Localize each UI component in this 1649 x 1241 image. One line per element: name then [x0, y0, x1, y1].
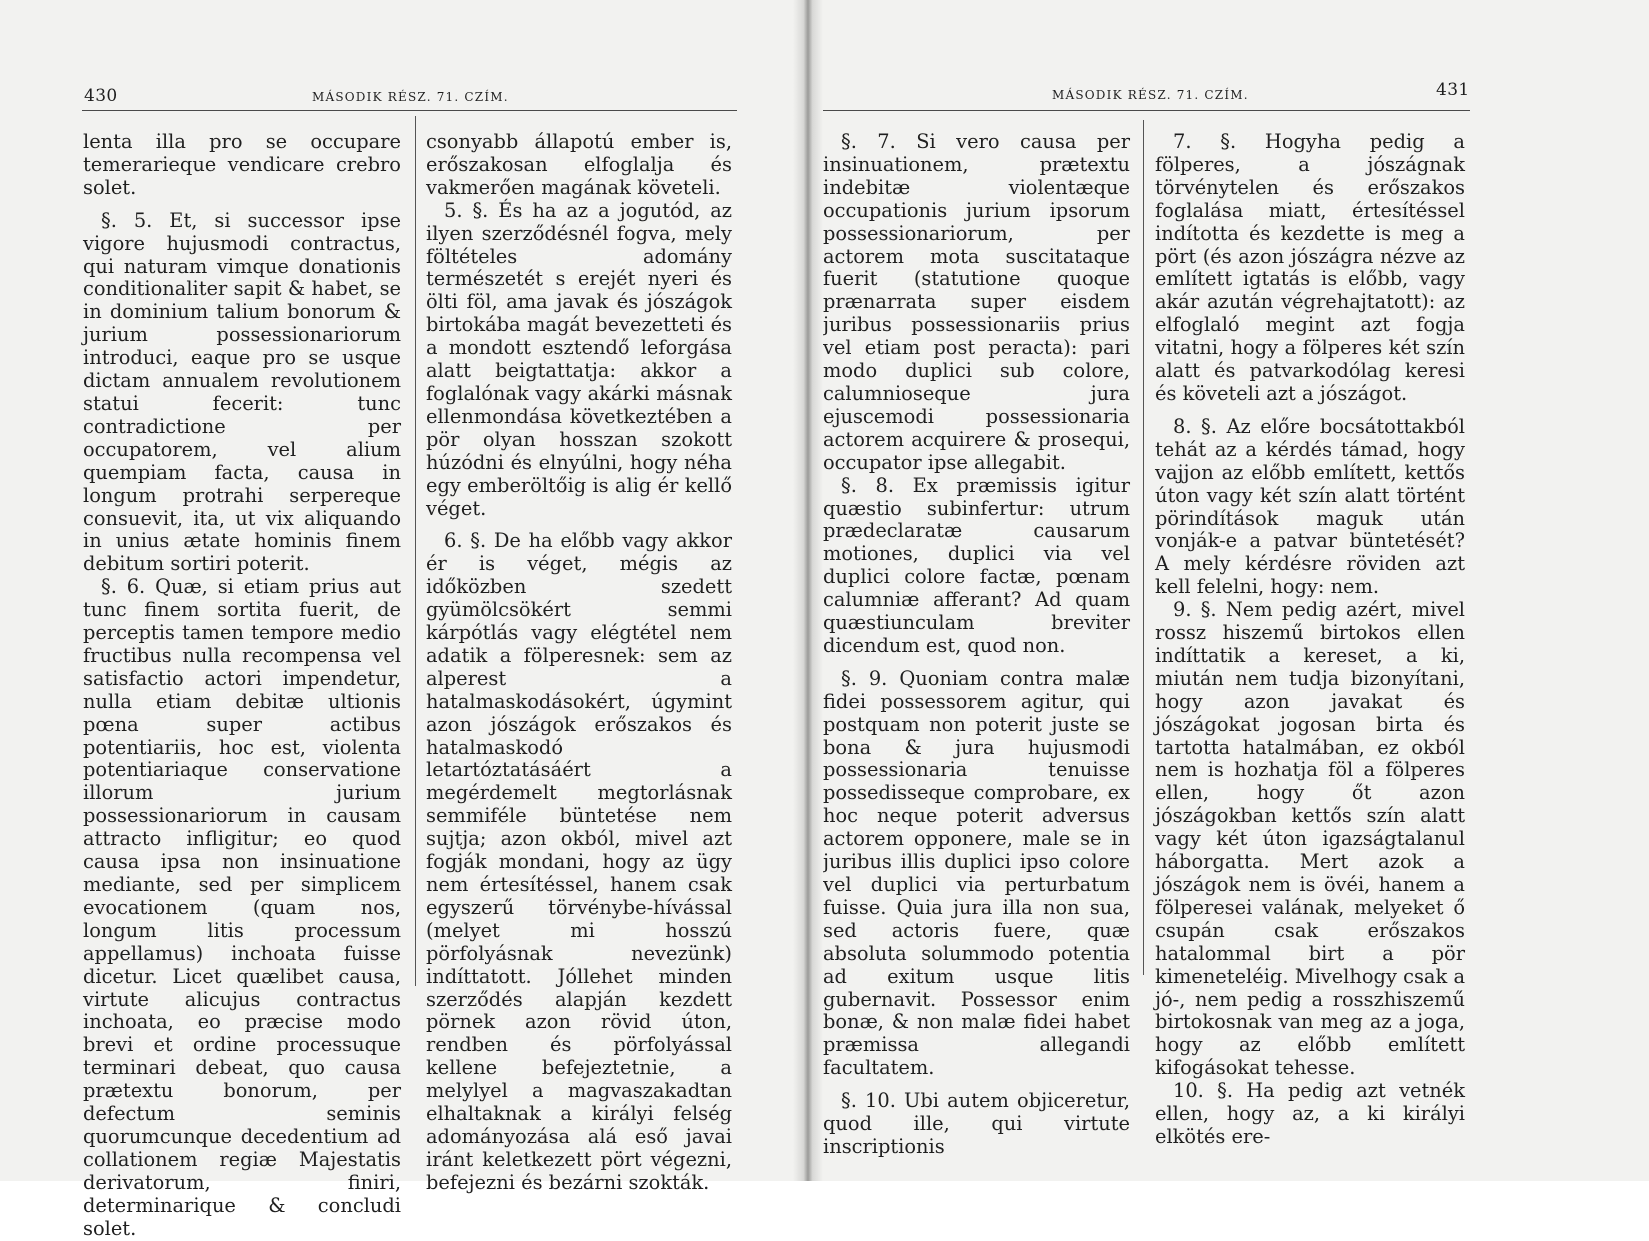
left-header-rule: [82, 110, 737, 111]
left-column-divider: [415, 116, 416, 986]
latin-paragraph: §. 6. Quæ, si etiam prius aut tunc finem sortita fuerit, de perceptis tamen tempore medio fructibus nulla recompensa vel satisfactio actori impendetur, nulla etiam debitæ ultionis pœna super actibus potentiariis, hoc est, violenta potentiariaque conservatione illorum jurium possessionariorum in causam attracto infligitur; eo quod causa ipsa non insinuatione mediante, sed per simplicem evocationem (quam nos, longum litis processum appellamus) inchoata fuisse dicetur. Licet quælibet causa, virtute alicujus contractus inchoata, eo præcise modo brevi et ordine processuque terminari debeat, quo causa prætextu bonorum, per defectum seminis quorumcunque decedentium ad collationem regiæ Majestatis derivatorum, finiri, determinarique & concludi solet.: [83, 575, 401, 1240]
hungarian-paragraph: 7. §. Hogyha pedig a fölperes, a jószágnak törvénytelen és erőszakos foglalása miatt, értesítéssel indította és kezdette is meg a pört (és azon jószágra nézve az említett igtatás is előbb, vagy akár azután végrehajtatott): az elfoglaló megint azt fogja vitatni, hogy a fölperes két szín alatt és patvarkodólag keresi és követeli azt a jószágot.: [1155, 130, 1465, 405]
latin-paragraph: §. 10. Ubi autem objiceretur, quod ille, qui virtute inscriptionis: [823, 1089, 1130, 1158]
hungarian-paragraph: 10. §. Ha pedig azt vetnék ellen, hogy az, a ki királyi elkötés ere-: [1155, 1079, 1465, 1148]
right-page: [808, 0, 1649, 1181]
right-hungarian-column: [1155, 131, 1465, 1149]
right-header-rule: [820, 110, 1470, 111]
left-page: [0, 0, 808, 1240]
left-page-number: 430: [84, 86, 118, 106]
hungarian-paragraph: 6. §. De ha előbb vagy akkor ér is véget, mégis az időközben szedett gyümölcsökért semmi kárpótlás vagy elégtétel nem adatik a fölperesnek: sem az alperest a hatalmaskodásokért, úgymint azon jószágok erőszakos és hatalmaskodó letartóztatásáért a megérdemelt megtorlásnak semmiféle büntetése nem sujtja; azon okból, mivel azt fogják mondani, hogy az ügy nem értesítéssel, hanem csak egyszerű törvénybe-hívással (melyet mi hosszú pörfolyásnak nevezünk) indíttatott. Jóllehet minden szerződés alapján kezdett pörnek azon rövid úton, rendben és pörfolyással kellene befejeztetnie, a melylyel a magvaszakadtan elhaltaknak a királyi felség adományozása alá eső javai iránt keletkezett pört végezni, befejezni és bezárni szokták.: [426, 529, 732, 1194]
latin-paragraph: §. 9. Quoniam contra malæ fidei possessorem agitur, qui postquam non poterit juste se bona & jura hujusmodi possessionaria tenuisse possedisseque comprobare, ex hoc neque poterit adversus actorem opponere, male se in juribus illis duplici ipso colore vel duplici via perturbatum fuisse. Quia jura illa non sua, sed actoris fuere, quæ absoluta solummodo potentia ad exitum usque litis gubernavit. Possessor enim bonæ, & non malæ fidei habet præmissa allegandi facultatem.: [823, 666, 1130, 1080]
book-gutter: [793, 0, 823, 1181]
right-page-number: 431: [1436, 80, 1470, 100]
right-running-title: MÁSODIK RÉSZ. 71. CZÍM.: [1052, 88, 1249, 102]
hungarian-paragraph: 5. §. És ha az a jogutód, az ilyen szerződésnél fogva, mely föltételes adomány természetét s erejét nyeri és ölti föl, ama javak és jószágok birtokába magát bevezetteti és a mondott esztendő leforgása alatt beigtattatja: akkor a foglalónak vagy akárki másnak ellenmondása következtében a pör olyan hosszan szokott húzódni és elnyúlni, hogy néha egy emberöltőig is alig ér kellő véget.: [426, 198, 732, 520]
hungarian-paragraph: 9. §. Nem pedig azért, mivel rossz hiszemű birtokos ellen indíttatik a kereset, a ki, miután nem tudja bizonyítani, hogy azon javakat és jószágokat jogosan birta és tartotta hatalmában, ez okból nem is hozhatja föl a fölperes ellen, hogy őt azon jószágokban kettős szín alatt vagy két úton igazságtalanul háborgatta. Mert azok a jószágok nem is övéi, hanem a fölperesei valának, melyeket ő csupán csak erőszakos hatalommal birt a pör kimeneteléig. Mivelhogy csak a jó-, nem pedig a rosszhiszemű birtokosnak van meg az a joga, hogy az előbb említett kifogásokat tehesse.: [1155, 598, 1465, 1080]
left-hungarian-column: [426, 131, 732, 1195]
latin-paragraph: §. 7. Si vero causa per insinuationem, prætextu indebitæ violentæque occupationis jurium ipsorum possessionariorum, per actorem mota suscitataque fuerit (statutione quoque prænarrata super eisdem juribus possessionariis prius vel etiam post peracta): pari modo duplici sub colore, calumnioseque jura ejuscemodi possessionaria actorem acquirere & prosequi, occupator ipse allegabit.: [823, 130, 1130, 474]
left-latin-column: [83, 131, 401, 1241]
latin-paragraph: §. 8. Ex præmissis igitur quæstio subinfertur: utrum prædeclaratæ causarum motiones, duplici via vel duplici colore factæ, pœnam calumniæ afferant? Ad quam quæstiunculam breviter dicendum est, quod non.: [823, 473, 1130, 657]
right-latin-column: [823, 131, 1130, 1159]
left-running-title: MÁSODIK RÉSZ. 71. CZÍM.: [312, 90, 509, 104]
left-running-head: [84, 86, 734, 116]
hungarian-paragraph: 8. §. Az előre bocsátottakból tehát az a kérdés támad, hogy vajjon az előbb említett, kettős úton vagy két szín alatt történt pörindítások maguk után vonják-e a patvar büntetését? A mely kérdésre röviden azt kell felelni, hogy: nem.: [1155, 414, 1465, 599]
right-running-head: [822, 80, 1470, 110]
right-column-divider: [1143, 120, 1144, 975]
latin-paragraph: lenta illa pro se occupare temerarieque vendicare crebro solet.: [83, 130, 401, 199]
hungarian-paragraph: csonyabb állapotú ember is, erőszakosan elfoglalja és vakmerően magának követeli.: [426, 130, 732, 199]
latin-paragraph: §. 5. Et, si successor ipse vigore hujusmodi contractus, qui naturam vimque donationis conditionaliter sapit & habet, se in dominium talium bonorum & jurium possessionariorum introduci, eaque pro se usque dictam annualem revolutionem statui fecerit: tunc contradictione per occupatorem, vel alium quempiam facta, causa in longum protrahi serpereque consuevit, ita, ut vix aliquando in unius ætate hominis finem debitum sortiri poterit.: [83, 208, 401, 576]
